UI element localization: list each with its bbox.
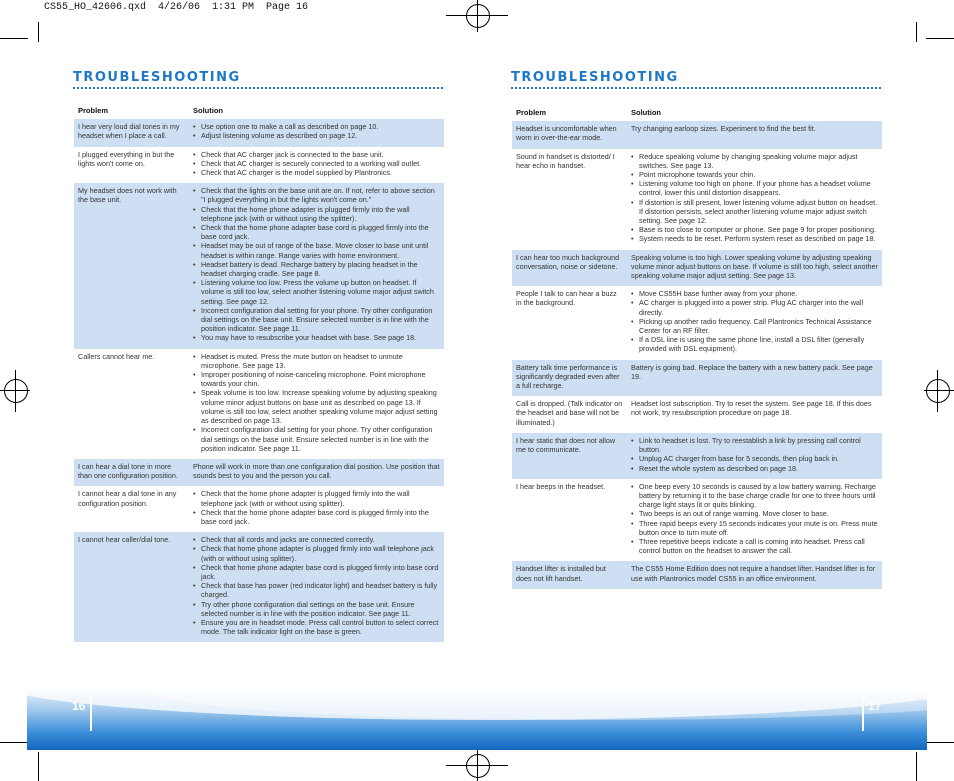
registration-line — [937, 370, 938, 412]
table-row — [512, 149, 882, 250]
solution-item: • AC charger is plugged into a power strip. Plug AC charger into the wall directly. — [631, 298, 878, 316]
column-header-solution: Solution — [193, 106, 223, 115]
solution-cell — [627, 479, 882, 562]
page-heading-left: TROUBLESHOOTING — [73, 70, 241, 85]
solution-item: • Check that the home phone adapter base cord is plugged firmly into the base cord jack. — [193, 223, 440, 241]
solution-item: • Headset battery is dead. Recharge battery by placing headset in the headset charging cradle. See page 8. — [193, 260, 440, 278]
solution-item: • You may have to resubscribe your headset with base. See page 18. — [193, 333, 440, 342]
problem-cell: Battery talk time performance is significantly degraded even after a full recharge. — [512, 360, 627, 397]
registration-mark-left — [4, 379, 28, 403]
table-row — [74, 147, 444, 184]
page-number-right: 17 — [868, 699, 882, 713]
solution-item: • Listening volume too high on phone. If your phone has a headset volume control, lower this until distortion disappears. — [631, 179, 878, 197]
solution-cell — [627, 286, 882, 359]
problem-cell: I can hear too much background conversation, noise or sidetone. — [512, 250, 627, 287]
footer-wave-band — [27, 690, 927, 750]
troubleshooting-table-left — [74, 106, 444, 642]
table-row — [74, 459, 444, 486]
solution-cell — [627, 149, 882, 250]
solution-item: • Listening volume too low. Press the volume up button on headset. If volume is still too low, select another listening volume major adjust switch setting. See page 12. — [193, 278, 440, 306]
problem-cell: Callers cannot hear me. — [74, 349, 189, 459]
solution-item: • Check that AC charger is securely connected to a working wall outlet. — [193, 159, 440, 168]
solution-item: • System needs to be reset. Perform system reset as described on page 18. — [631, 234, 878, 243]
solution-item: • Three rapid beeps every 15 seconds indicates your mute is on. Press mute button once to turn mute off. — [631, 519, 878, 537]
solution-cell: Speaking volume is too high. Lower speaking volume by adjusting speaking volume minor adjust buttons on base. If volume is still too high, select another speaking volume major adjust setting. See page 13. — [627, 250, 882, 287]
solution-cell: Try changing earloop sizes. Experiment to find the best fit. — [627, 121, 882, 148]
solution-item: • Incorrect configuration dial setting for your phone. Try other configuration dial settings on the base unit. Ensure selected number is in line with the position indicator. See page 11. — [193, 306, 440, 334]
solution-item: • Headset is muted. Press the mute button on headset to unmute microphone. See page 13. — [193, 352, 440, 370]
file-slug: CS55_HO_42606.qxd 4/26/06 1:31 PM Page 16 — [44, 2, 309, 13]
solution-item: • Headset may be out of range of the base. Move closer to base unit until headset is within range. Range varies with home environment. — [193, 241, 440, 259]
solution-list — [193, 122, 440, 140]
registration-line — [924, 390, 954, 391]
registration-line — [477, 0, 478, 32]
page-number-divider — [862, 696, 864, 731]
registration-line — [477, 750, 478, 781]
solution-cell — [189, 532, 444, 642]
solution-item: • Speak volume is too low. Increase speaking volume by adjusting speaking volume minor adjust buttons on base unit as described on page 13. If volume is still too low, select another speaking volume major adjust setting as described on page 13. — [193, 388, 440, 425]
registration-mark-top — [466, 4, 490, 28]
solution-item: • One beep every 10 seconds is caused by a low battery warning. Recharge battery by returning it to the base charge cradle for one to three hours until charge light stays lit or quits blinking. — [631, 482, 878, 510]
crop-mark — [916, 752, 917, 781]
solution-cell — [189, 147, 444, 184]
problem-cell: I cannot hear caller/dial tone. — [74, 532, 189, 642]
solution-item: • If distortion is still present, lower listening volume adjust button on headset. If distortion persists, select another listening volume major adjust switch setting. See page 12. — [631, 198, 878, 226]
heading-divider-left — [73, 87, 443, 89]
table-row — [512, 561, 882, 588]
table-row — [74, 486, 444, 532]
problem-cell: Headset is uncomfortable when worn in over-the-ear mode. — [512, 121, 627, 148]
table-row — [512, 286, 882, 359]
crop-mark — [38, 22, 39, 42]
table-row — [74, 119, 444, 146]
table-row — [512, 433, 882, 479]
solution-item: • Ensure you are in headset mode. Press call control button to select correct mode. The talk indicator light on the base is green. — [193, 618, 440, 636]
solution-cell — [189, 349, 444, 459]
problem-cell: Call is dropped. (Talk indicator on the headset and base will not be illuminated.) — [512, 396, 627, 433]
problem-cell: My headset does not work with the base unit. — [74, 183, 189, 348]
table-row — [74, 532, 444, 642]
crop-mark — [0, 742, 28, 743]
solution-list — [631, 436, 878, 473]
solution-cell — [189, 183, 444, 348]
problem-cell: I hear beeps in the headset. — [512, 479, 627, 562]
solution-item: • Check that AC charger is the model supplied by Plantronics. — [193, 168, 440, 177]
solution-item: • Check that the home phone adapter is plugged firmly into the wall telephone jack (with or without using splitter). — [193, 489, 440, 507]
solution-item: • Check that AC charger jack is connected to the base unit. — [193, 150, 440, 159]
page-number-divider — [90, 696, 92, 731]
solution-item: • Check that home phone adapter is plugged firmly into wall telephone jack (with or without using splitter). — [193, 544, 440, 562]
solution-item: • Reset the whole system as described on page 18. — [631, 464, 878, 473]
column-header-problem: Problem — [516, 108, 547, 117]
solution-list — [631, 289, 878, 353]
solution-item: • Point microphone towards your chin. — [631, 170, 878, 179]
problem-cell: I hear very loud dial tones in my headset when I place a call. — [74, 119, 189, 146]
solution-item: • Picking up another radio frequency. Call Plantronics Technical Assistance Center for an RF filter. — [631, 317, 878, 335]
problem-cell: Handset lifter is installed but does not lift handset. — [512, 561, 627, 588]
crop-mark — [926, 38, 954, 39]
heading-divider-right — [511, 87, 881, 89]
solution-cell: Battery is going bad. Replace the battery with a new battery pack. See page 19. — [627, 360, 882, 397]
solution-item: • Check that the home phone adapter base cord is plugged firmly into the base cord jack. — [193, 508, 440, 526]
solution-item: • Check that base has power (red indicator light) and headset battery is fully charged. — [193, 581, 440, 599]
solution-cell: Headset lost subscription. Try to reset the system. See page 18. If this does not work, try resubscription procedure on page 18. — [627, 396, 882, 433]
solution-item: • Improper positioning of noise-canceling microphone. Point microphone towards your chin. — [193, 370, 440, 388]
table-row — [512, 479, 882, 562]
table-row — [74, 183, 444, 348]
solution-cell — [189, 486, 444, 532]
column-header-solution: Solution — [631, 108, 661, 117]
solution-item: • Move CS55H base further away from your phone. — [631, 289, 878, 298]
problem-cell: I cannot hear a dial tone in any configuration position. — [74, 486, 189, 532]
solution-cell — [189, 119, 444, 146]
solution-item: • Check that the home phone adapter is plugged firmly into the wall telephone jack (with or without using the splitter). — [193, 205, 440, 223]
page-heading-right: TROUBLESHOOTING — [511, 70, 679, 85]
solution-list — [631, 482, 878, 556]
problem-cell: People I talk to can hear a buzz in the background. — [512, 286, 627, 359]
problem-cell: I hear static that does not allow me to communicate. — [512, 433, 627, 479]
solution-item: • Three repetitive beeps indicate a call is coming into headset. Press call control button on the headset to answer the call. — [631, 537, 878, 555]
solution-item: • Two beeps is an out of range warning. Move closer to base. — [631, 509, 878, 518]
table-row — [512, 250, 882, 287]
problem-cell: I plugged everything in but the lights won't come on. — [74, 147, 189, 184]
troubleshooting-table-right — [512, 108, 882, 589]
crop-mark — [926, 742, 954, 743]
table-row — [512, 121, 882, 148]
solution-item: • Adjust listening volume as described on page 12. — [193, 131, 440, 140]
solution-list — [193, 489, 440, 526]
table-row — [512, 396, 882, 433]
solution-item: • Check that the lights on the base unit are on. If not, refer to above section "I plugged everything in but the lights won't come on." — [193, 186, 440, 204]
column-header-problem: Problem — [78, 106, 109, 115]
solution-item: • Link to headset is lost. Try to reestablish a link by pressing call control button. — [631, 436, 878, 454]
solution-cell — [627, 433, 882, 479]
page-number-left: 16 — [72, 699, 86, 713]
crop-mark — [0, 38, 28, 39]
problem-cell: I can hear a dial tone in more than one configuration position. — [74, 459, 189, 486]
problem-cell: Sound in handset is distorted/ I hear echo in handset. — [512, 149, 627, 250]
registration-line — [15, 370, 16, 412]
solution-list — [631, 152, 878, 244]
solution-item: • Try other phone configuration dial settings on the base unit. Ensure selected number is in line with the position indicator. See page 11. — [193, 600, 440, 618]
solution-cell: The CS55 Home Edition does not require a handset lifter. Handset lifter is for use with Plantronics model CS55 in an office environment. — [627, 561, 882, 588]
solution-cell: Phone will work in more than one configuration dial position. Use position that sounds best to you and the person you call. — [189, 459, 444, 486]
solution-item: • Incorrect configuration dial setting for your phone. Try other configuration dial settings on the base unit. Ensure selected number is in line with the position indicator. See page 11. — [193, 425, 440, 453]
solution-list — [193, 150, 440, 178]
solution-item: • Check that home phone adapter base cord is plugged firmly into base cord jack. — [193, 563, 440, 581]
solution-list — [193, 535, 440, 636]
registration-mark-right — [926, 379, 950, 403]
solution-item: • Unplug AC charger from base for 5 seconds, then plug back in. — [631, 454, 878, 463]
solution-item: • Check that all cords and jacks are connected correctly. — [193, 535, 440, 544]
solution-item: • Use option one to make a call as described on page 10. — [193, 122, 440, 131]
crop-mark — [916, 22, 917, 42]
solution-item: • Base is too close to computer or phone. See page 9 for proper positioning. — [631, 225, 878, 234]
solution-list — [193, 186, 440, 342]
solution-item: • Reduce speaking volume by changing speaking volume major adjust switches. See page 13. — [631, 152, 878, 170]
solution-item: • If a DSL line is using the same phone line, install a DSL filter (generally provided with DSL equipment). — [631, 335, 878, 353]
crop-mark — [38, 752, 39, 781]
table-row — [512, 360, 882, 397]
solution-list — [193, 352, 440, 453]
table-row — [74, 349, 444, 459]
registration-mark-bottom — [466, 754, 490, 778]
